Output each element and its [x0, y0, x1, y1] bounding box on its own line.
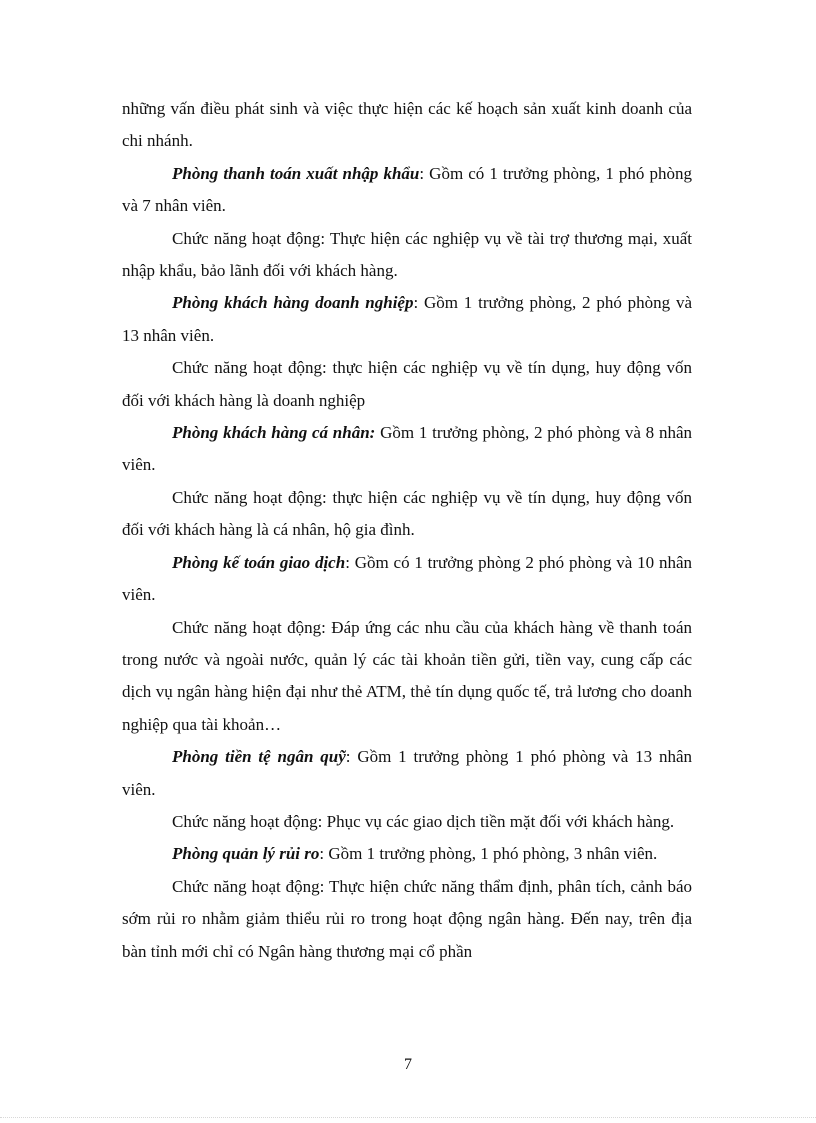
para-corporate-function	[122, 352, 692, 417]
dept-name: Phòng tiền tệ ngân quỹ	[172, 747, 346, 767]
para-treasury-staff	[122, 741, 692, 806]
dept-name: Phòng quản lý rủi ro	[172, 844, 320, 864]
para-risk-staff	[122, 838, 692, 870]
para-continuation	[122, 93, 692, 158]
para-text: : Gồm 1 trưởng phòng, 1 phó phòng, 3 nhân viên.	[319, 844, 658, 864]
para-xnk-staff	[122, 158, 692, 223]
para-text: : Gồm có 1 trưởng phòng 2 phó phòng và 10 nhân viên.	[122, 552, 692, 605]
para-text: : Gồm 1 trưởng phòng, 2 phó phòng và 13 nhân viên.	[122, 293, 693, 345]
para-xnk-function	[122, 223, 692, 288]
para-text: Chức năng hoạt động: thực hiện các nghiệp vụ về tín dụng, huy động vốn đối với khách hàng là cá nhân, hộ gia đình.	[122, 487, 692, 540]
para-text: Chức năng hoạt động: Phục vụ các giao dịch tiền mặt đối với khách hàng.	[172, 811, 675, 831]
para-text: : Gồm 1 trưởng phòng 1 phó phòng và 13 nhân viên.	[122, 747, 693, 799]
para-text: những vấn điều phát sinh và việc thực hiện các kế hoạch sản xuất kinh doanh của chi nhánh.	[122, 99, 692, 151]
para-text: Gồm 1 trưởng phòng, 2 phó phòng và 8 nhân viên.	[122, 423, 692, 475]
dept-name: Phòng khách hàng doanh nghiệp	[172, 293, 414, 313]
para-text: : Gồm có 1 trưởng phòng, 1 phó phòng và 7 nhân viên.	[122, 163, 692, 216]
body-text	[122, 93, 692, 968]
para-text: Chức năng hoạt động: Thực hiện các nghiệp vụ về tài trợ thương mại, xuất nhập khẩu, bảo lãnh đối với khách hàng.	[122, 228, 692, 281]
para-text: Chức năng hoạt động: Thực hiện chức năng thẩm định, phân tích, cảnh báo sớm rủi ro nhằm giảm thiểu rủi ro trong hoạt động ngân hàng. Đến nay, trên địa bàn tỉnh mới chỉ có Ngân hàng thương mại cổ phần	[122, 876, 692, 961]
para-treasury-function	[122, 806, 692, 838]
para-personal-staff	[122, 417, 692, 482]
dept-name: Phòng khách hàng cá nhân:	[172, 423, 376, 443]
para-accounting-function	[122, 612, 692, 742]
para-personal-function	[122, 482, 692, 547]
page-number: 7	[404, 1056, 412, 1073]
para-text: Chức năng hoạt động: Đáp ứng các nhu cầu của khách hàng về thanh toán trong nước và ngoài nước, quản lý các tài khoản tiền gửi, tiền vay, cung cấp các dịch vụ ngân hàng hiện đại như thẻ ATM, thẻ tín dụng quốc tế, trả lương cho doanh nghiệp qua tài khoản…	[122, 617, 692, 734]
para-text: Chức năng hoạt động: thực hiện các nghiệp vụ về tín dụng, huy động vốn đối với khách hàng là doanh nghiệp	[122, 358, 692, 410]
page-bottom-border	[0, 1117, 816, 1118]
para-risk-function	[122, 871, 692, 968]
dept-name: Phòng thanh toán xuất nhập khẩu	[172, 163, 420, 183]
para-accounting-staff	[122, 547, 692, 612]
para-corporate-staff	[122, 287, 692, 352]
dept-name: Phòng kế toán giao dịch	[172, 552, 346, 572]
